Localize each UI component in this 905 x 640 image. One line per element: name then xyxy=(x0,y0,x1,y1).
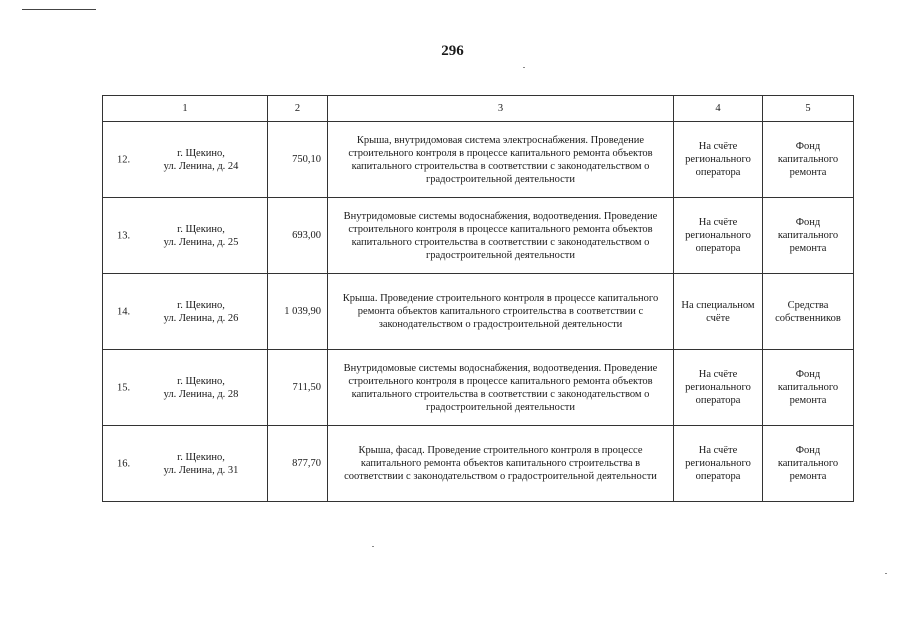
table-header-row xyxy=(103,96,854,122)
account-cell: На счёте регионального оператора xyxy=(674,350,763,426)
address-city: г. Щекино, xyxy=(177,375,225,387)
address-street: ул. Ленина, д. 24 xyxy=(163,160,239,172)
row-number: 12. xyxy=(117,154,131,165)
address xyxy=(161,375,241,401)
area-cell: 1 039,90 xyxy=(268,274,328,350)
table-row xyxy=(103,198,854,274)
account-cell: На счёте регионального оператора xyxy=(674,198,763,274)
page-number: 296 xyxy=(441,43,464,59)
address-city: г. Щекино, xyxy=(177,299,225,311)
column-header: 4 xyxy=(674,96,763,122)
work-description-cell: Внутридомовые системы водоснабжения, водоотведения. Проведение строительного контроля в процессе капитального ремонта объектов капитального строительства в соответствии с законодательством о градостроительной деятельности xyxy=(328,350,674,426)
address-cell xyxy=(103,426,268,502)
account-cell: На специальном счёте xyxy=(674,274,763,350)
address-cell xyxy=(103,122,268,198)
address xyxy=(161,223,241,249)
account-cell: На счёте регионального оператора xyxy=(674,426,763,502)
address-cell xyxy=(103,350,268,426)
repair-program-table xyxy=(102,95,854,502)
row-number: 15. xyxy=(117,382,131,393)
area-cell: 750,10 xyxy=(268,122,328,198)
scan-speck xyxy=(885,573,887,574)
column-header: 1 xyxy=(103,96,268,122)
address-cell xyxy=(103,198,268,274)
address-city: г. Щекино, xyxy=(177,223,225,235)
row-number: 13. xyxy=(117,230,131,241)
address-city: г. Щекино, xyxy=(177,147,225,159)
header-rule xyxy=(22,9,96,10)
funding-source-cell: Фонд капитального ремонта xyxy=(763,426,854,502)
work-description-cell: Крыша. Проведение строительного контроля в процессе капитального ремонта объектов капитального строительства в соответствии с законодательством о градостроительной деятельности xyxy=(328,274,674,350)
address-cell xyxy=(103,274,268,350)
area-cell: 877,70 xyxy=(268,426,328,502)
area-cell: 693,00 xyxy=(268,198,328,274)
table-row xyxy=(103,122,854,198)
area-cell: 711,50 xyxy=(268,350,328,426)
table-row xyxy=(103,350,854,426)
scan-speck xyxy=(372,546,374,547)
address xyxy=(161,299,241,325)
row-number: 14. xyxy=(117,306,131,317)
funding-source-cell: Фонд капитального ремонта xyxy=(763,122,854,198)
address-city: г. Щекино, xyxy=(177,451,225,463)
work-description-cell: Крыша, внутридомовая система электроснабжения. Проведение строительного контроля в процессе капитального ремонта объектов капитального строительства в соответствии с законодательством о градостроительной деятельности xyxy=(328,122,674,198)
column-header: 2 xyxy=(268,96,328,122)
work-description-cell: Крыша, фасад. Проведение строительного контроля в процессе капитального ремонта объектов капитального строительства в соответствии с законодательством о градостроительной деятельности xyxy=(328,426,674,502)
funding-source-cell: Фонд капитального ремонта xyxy=(763,198,854,274)
work-description-cell: Внутридомовые системы водоснабжения, водоотведения. Проведение строительного контроля в процессе капитального ремонта объектов капитального строительства в соответствии с законодательством о градостроительной деятельности xyxy=(328,198,674,274)
address-street: ул. Ленина, д. 25 xyxy=(163,236,239,248)
address-street: ул. Ленина, д. 26 xyxy=(163,312,239,324)
column-header: 3 xyxy=(328,96,674,122)
table-row xyxy=(103,274,854,350)
account-cell: На счёте регионального оператора xyxy=(674,122,763,198)
funding-source-cell: Фонд капитального ремонта xyxy=(763,350,854,426)
funding-source-cell: Средства собственников xyxy=(763,274,854,350)
address xyxy=(161,451,241,477)
address-street: ул. Ленина, д. 28 xyxy=(163,388,239,400)
scan-speck xyxy=(523,67,525,68)
column-header: 5 xyxy=(763,96,854,122)
address-street: ул. Ленина, д. 31 xyxy=(163,464,239,476)
address xyxy=(161,147,241,173)
row-number: 16. xyxy=(117,458,131,469)
table-row xyxy=(103,426,854,502)
